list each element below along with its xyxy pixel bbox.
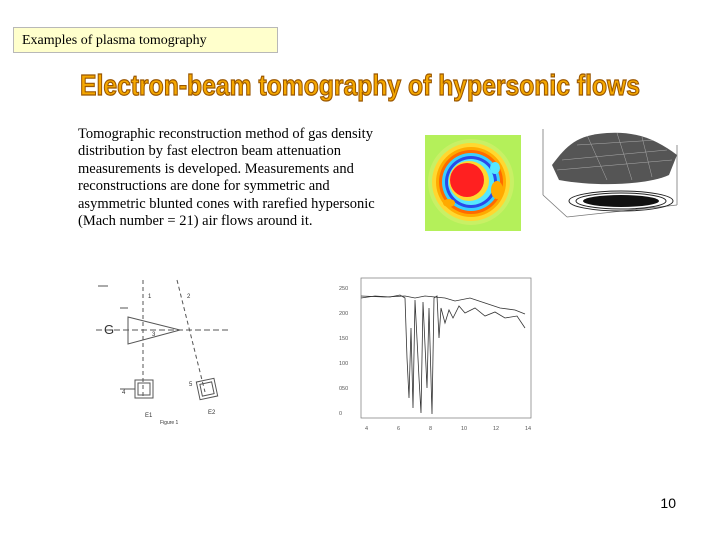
scheme-label-2: 2 <box>187 294 191 300</box>
y-tick-label: 0 <box>339 411 343 417</box>
x-tick-label: 8 <box>429 426 433 432</box>
slide-title <box>60 62 660 108</box>
y-tick-label: 250 <box>339 286 349 292</box>
x-tick-label: 10 <box>461 426 468 432</box>
x-tick-label: 14 <box>525 426 532 432</box>
scheme-label-5: 5 <box>189 382 193 388</box>
y-tick-label: 100 <box>339 361 349 367</box>
scheme-label-e2: E2 <box>208 410 216 416</box>
y-tick-label: 150 <box>339 336 349 342</box>
signal-profile-figure <box>335 268 540 438</box>
density-surface-plot <box>537 125 687 225</box>
x-tick-label: 12 <box>493 426 500 432</box>
description-text: Tomographic reconstruction method of gas density distribution by fast electron beam attenuation measurements is developed. Measurements and reconstructions are done for symmetric and asymmetric blunted cones with rarefied hypersonic (Mach number = 21) air flows around it. <box>78 126 375 230</box>
x-tick-label: 4 <box>365 426 369 432</box>
x-tick-label: 6 <box>397 426 401 432</box>
scheme-label-e1: E1 <box>145 413 153 419</box>
section-header <box>13 27 278 53</box>
experiment-scheme-figure <box>90 272 260 432</box>
section-header-label: Examples of plasma tomography <box>22 33 207 48</box>
y-tick-label: 050 <box>339 386 349 392</box>
y-tick-label: 200 <box>339 311 349 317</box>
density-colormap-image <box>425 135 521 231</box>
slide-title-text: Electron-beam tomography of hypersonic flows <box>80 70 640 102</box>
scheme-label-3: 3 <box>152 332 156 338</box>
scheme-label-g: G <box>104 322 115 337</box>
scheme-label-4: 4 <box>122 390 126 396</box>
scheme-caption: Figure 1 <box>160 420 179 426</box>
page-number: 10 <box>660 495 676 511</box>
scheme-label-1: 1 <box>148 294 152 300</box>
